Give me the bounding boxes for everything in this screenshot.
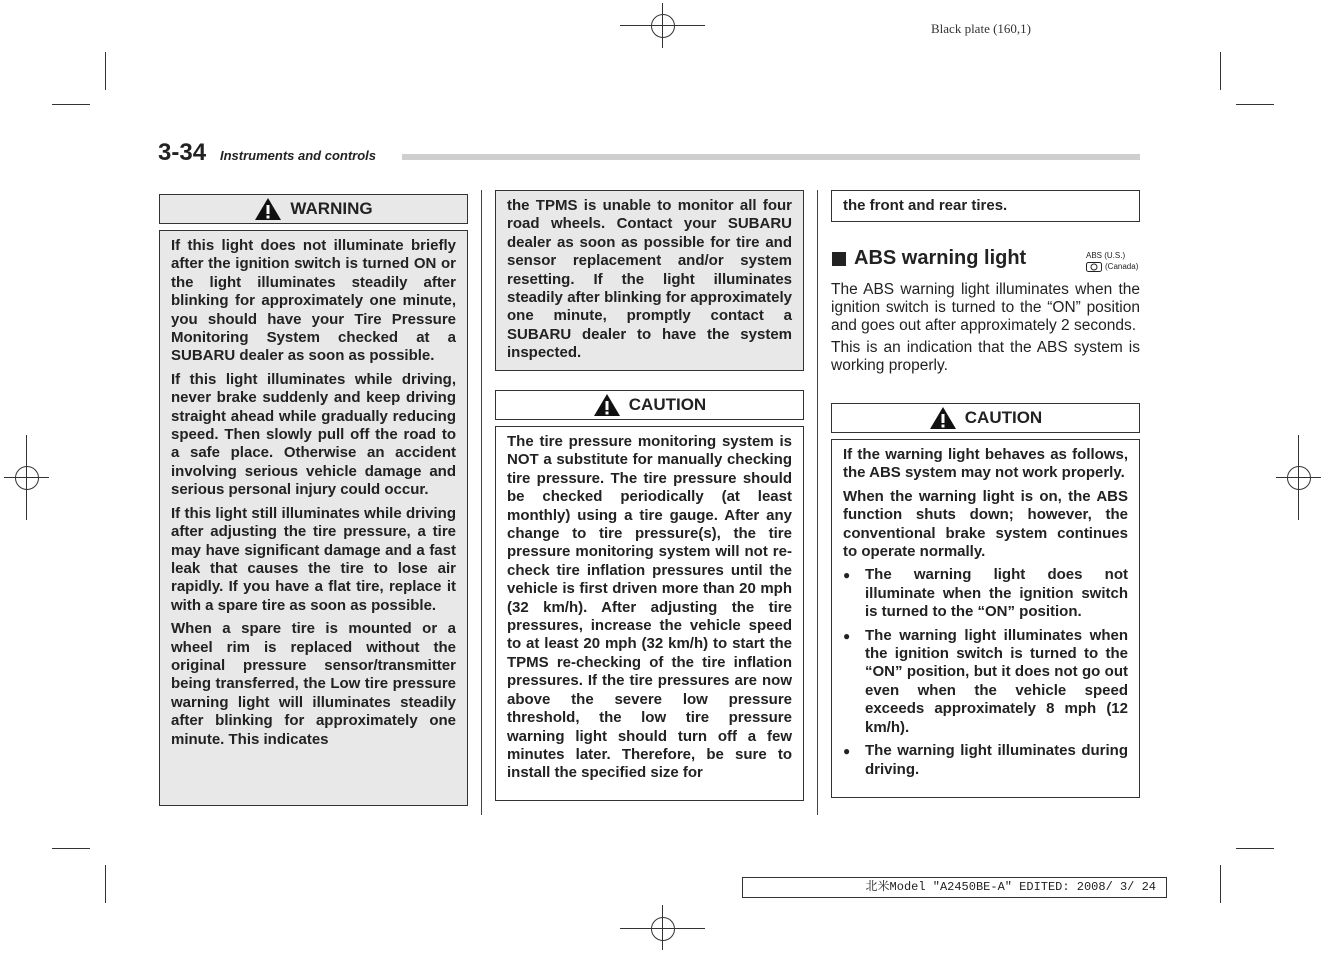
caution-header-2	[831, 403, 1140, 433]
list-item: ● The warning light illuminates during driving.	[843, 742, 1128, 779]
edit-stamp: 北米Model "A2450BE-A" EDITED: 2008/ 3/ 24	[742, 877, 1167, 898]
caution-paragraph: If the warning light behaves as follows, the ABS system may not work properly.	[843, 446, 1128, 482]
warning-text-box	[159, 230, 468, 806]
plate-label: Black plate (160,1)	[931, 21, 1031, 36]
caution-label: CAUTION	[964, 408, 1043, 427]
column-divider-1	[481, 190, 482, 815]
warning-continued-box	[495, 190, 804, 371]
warning-paragraph: When a spare tire is mounted or a wheel rim is replaced without the original pressure sensor/transmitter being transferred, the Low tire pressure warning light will illuminates steadily after blinking for approximately one minute. This indicates	[171, 620, 456, 748]
list-item: ● The warning light does not illuminate when the ignition switch is turned to the “ON” position.	[843, 566, 1128, 621]
abs-canada-icon	[1086, 262, 1102, 272]
abs-us-icon-label: ABS (U.S.)	[1086, 251, 1126, 260]
header-bar	[402, 154, 1140, 160]
caution-header-1	[495, 390, 804, 420]
section-title: Instruments and controls	[220, 148, 377, 163]
caution-text-box-1	[495, 426, 804, 801]
warning-label: WARNING	[290, 199, 373, 218]
caution-text: The tire pressure monitoring system is NOT a substitute for manually checking tire pressure. The tire pressure should be checked periodically (at least monthly) using a tire gauge. After any change to tire pressure(s), the tire pressure monitoring system will not re-check tire inflation pressures until the vehicle is first driven more than 20 mph (32 km/h). After adjusting the tire pressures, increase the vehicle speed to at least 20 mph (32 km/h) to start the TPMS re-checking of the tire inflation pressures. If the tire pressures are now above the severe low pressure threshold, the low tire pressure warning light should turn off a few minutes later. Therefore, be sure to install the specified size for	[507, 433, 792, 782]
warning-header	[159, 194, 468, 224]
warning-paragraph: If this light does not illuminate briefly after the ignition switch is turned ON or the light illuminates steadily after blinking for approximately one minute, you should have your Tire Pressure Monitoring System checked at a SUBARU dealer as soon as possible.	[171, 237, 456, 365]
caution-paragraph: When the warning light is on, the ABS function shuts down; however, the conventional brake system continues to operate normally.	[843, 487, 1128, 561]
caution-continued-text: the front and rear tires.	[843, 197, 1008, 214]
abs-indicator-icons	[1086, 250, 1138, 272]
caution-triangle-icon	[593, 393, 621, 417]
caution-continued-box	[831, 190, 1140, 222]
caution-text-box-2	[831, 439, 1140, 798]
abs-body-paragraph: This is an indication that the ABS system is working properly.	[831, 338, 1140, 374]
caution-bullet-list	[843, 566, 1128, 778]
abs-body	[831, 281, 1140, 378]
page-number: 3-34	[158, 139, 207, 166]
warning-paragraph: If this light illuminates while driving, never brake suddenly and keep driving straight ahead while gradually reducing speed. Then slowly pull off the road to a safe place. Otherwise an accident involving serious vehicle damage and serious personal injury could occur.	[171, 370, 456, 499]
caution-triangle-icon	[929, 406, 957, 430]
warning-paragraph: If this light still illuminates while driving after adjusting the tire pressure, a tire may have significant damage and a fast leak that causes the tire to lose air rapidly. If you have a flat tire, replace it with a spare tire as soon as possible.	[171, 504, 456, 614]
abs-canada-icon-label: (Canada)	[1105, 262, 1139, 271]
abs-heading	[832, 247, 1026, 270]
abs-heading-text: ABS warning light	[854, 247, 1027, 269]
list-item: ● The warning light illuminates when the ignition switch is turned to the “ON” position, but it does not go out even when the vehicle speed exceeds approximately 8 mph (12 km/h).	[843, 627, 1128, 737]
caution-label: CAUTION	[628, 395, 707, 414]
warning-continued-text: the TPMS is unable to monitor all four road wheels. Contact your SUBARU dealer as soon as possible for tire and sensor replacement and/or system resetting. If the light illuminates steadily after blinking for approximately one minute, promptly contact a SUBARU dealer to have the system inspected.	[507, 197, 792, 362]
warning-triangle-icon	[254, 197, 282, 221]
column-divider-2	[817, 190, 818, 815]
abs-body-paragraph: The ABS warning light illuminates when the ignition switch is turned to the “ON” position and goes out after approximately 2 seconds.	[831, 281, 1140, 335]
heading-square-icon	[832, 252, 846, 266]
